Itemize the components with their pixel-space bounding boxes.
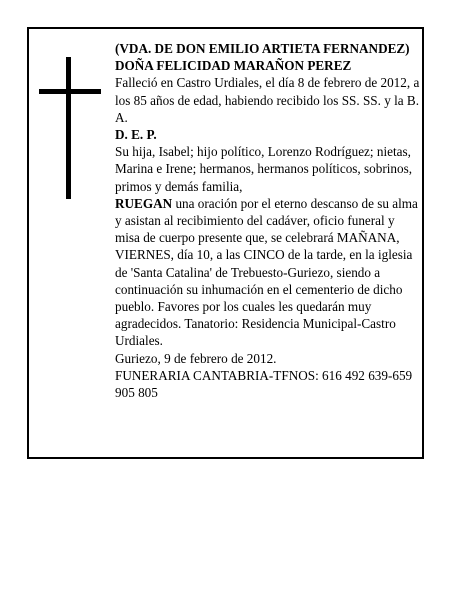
family-list: Su hija, Isabel; hijo político, Lorenzo Rodríguez; nietas, Marina e Irene; hermanos, hermanos políticos, sobrinos, primos y demás familia, bbox=[115, 144, 413, 194]
dep-line: D. E. P. bbox=[115, 127, 157, 143]
date-place: Guriezo, 9 de febrero de 2012. bbox=[115, 350, 277, 366]
obituary-notice bbox=[27, 27, 424, 459]
cross-horizontal-bar bbox=[39, 89, 101, 94]
ruegan-label: RUEGAN bbox=[115, 195, 173, 211]
death-info: Falleció en Castro Urdiales, el día 8 de febrero de 2012, a los 85 años de edad, habiendo recibido los SS. SS. y la B. A. bbox=[115, 75, 420, 125]
ruegan-paragraph bbox=[115, 195, 420, 350]
cross-vertical-bar bbox=[66, 57, 71, 199]
cross-icon bbox=[39, 57, 101, 199]
funeral-home: FUNERARIA CANTABRIA-TFNOS: 616 492 639-659 905 805 bbox=[115, 367, 413, 401]
notice-text bbox=[115, 40, 420, 401]
widow-heading: (VDA. DE DON EMILIO ARTIETA FERNANDEZ) bbox=[115, 41, 410, 56]
ruegan-text: una oración por el eterno descanso de su alma y asistan al recibimiento del cadáver, oficio funeral y misa de cuerpo presente que, se celebrará MAÑANA, VIERNES, día 10, a las CINCO de la tarde, en la iglesia de 'Santa Catalina' de Trebuesto-Guriezo, siendo a continuación su inhumación en el cementerio de dicho pueblo. Favores por los cuales les quedarán muy agradecidos. Tanatorio: Residencia Municipal-Castro Urdiales. bbox=[115, 195, 418, 349]
deceased-name: DOÑA FELICIDAD MARAÑON PEREZ bbox=[115, 58, 352, 74]
